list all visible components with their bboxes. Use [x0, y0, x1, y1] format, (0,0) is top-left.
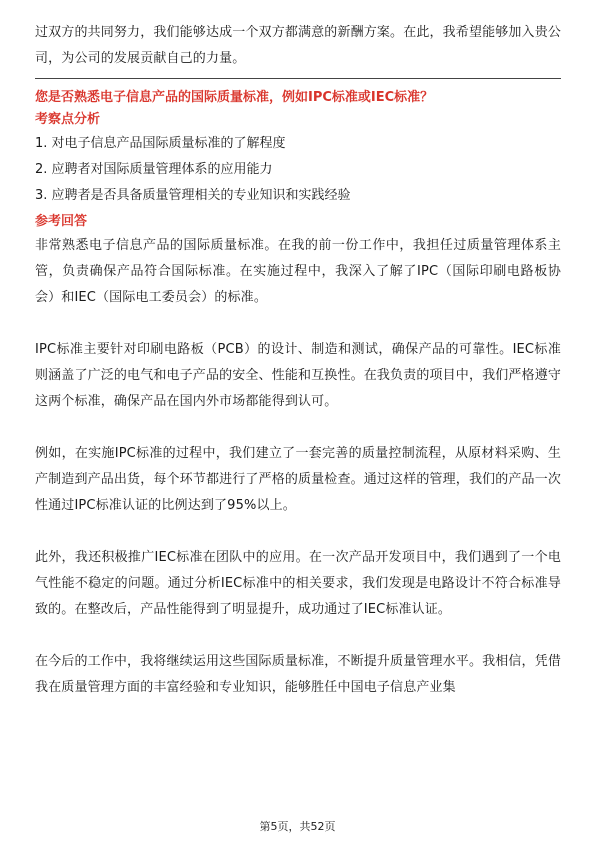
intro-paragraph: 过双方的共同努力，我们能够达成一个双方都满意的新酬方案。在此，我希望能够加入贵公司，为公司的发展贡献自己的力量。: [35, 25, 562, 66]
analysis-point: 3. 应聘者是否具备质量管理相关的专业知识和实践经验: [35, 188, 351, 203]
answer-paragraph: 例如，在实施IPC标准的过程中，我们建立了一套完善的质量控制流程，从原材料采购、生产制造到产品出货，每个环节都进行了严格的质量检查。通过这样的管理，我们的产品一次性通过IPC标准认证的比例达到了95%以上。: [35, 446, 562, 513]
page-content: [35, 20, 561, 701]
answer-paragraph: 非常熟悉电子信息产品的国际质量标准。在我的前一份工作中，我担任过质量管理体系主管，负责确保产品符合国际标准。在实施过程中，我深入了解了IPC（国际印刷电路板协会）和IEC（国际电工委员会）的标准。: [35, 238, 561, 305]
answer-paragraph: 在今后的工作中，我将继续运用这些国际质量标准，不断提升质量管理水平。我相信，凭借我在质量管理方面的丰富经验和专业知识，能够胜任中国电子信息产业集: [35, 654, 562, 695]
analysis-points-list: [35, 131, 561, 209]
page-number-footer: 第5页，共52页: [259, 820, 336, 833]
analysis-heading: 考察点分析: [35, 112, 101, 127]
answer-body: [35, 233, 561, 701]
answer-paragraph: 此外，我还积极推广IEC标准在团队中的应用。在一次产品开发项目中，我们遇到了一个电气性能不稳定的问题。通过分析IEC标准中的相关要求，我们发现是电路设计不符合标准导致的。在整改后，产品性能得到了明显提升，成功通过了IEC标准认证。: [35, 550, 561, 617]
answer-heading: 参考回答: [35, 214, 88, 229]
analysis-point: 1. 对电子信息产品国际质量标准的了解程度: [35, 136, 286, 151]
analysis-point: 2. 应聘者对国际质量管理体系的应用能力: [35, 162, 273, 177]
question-title: 您是否熟悉电子信息产品的国际质量标准，例如IPC标准或IEC标准？: [35, 90, 434, 105]
section-divider: [35, 78, 561, 79]
answer-paragraph: IPC标准主要针对印刷电路板（PCB）的设计、制造和测试，确保产品的可靠性。IEC标准则涵盖了广泛的电气和电子产品的安全、性能和互换性。在我负责的项目中，我们严格遵守这两个标准，确保产品在国内外市场都能得到认可。: [35, 342, 562, 409]
